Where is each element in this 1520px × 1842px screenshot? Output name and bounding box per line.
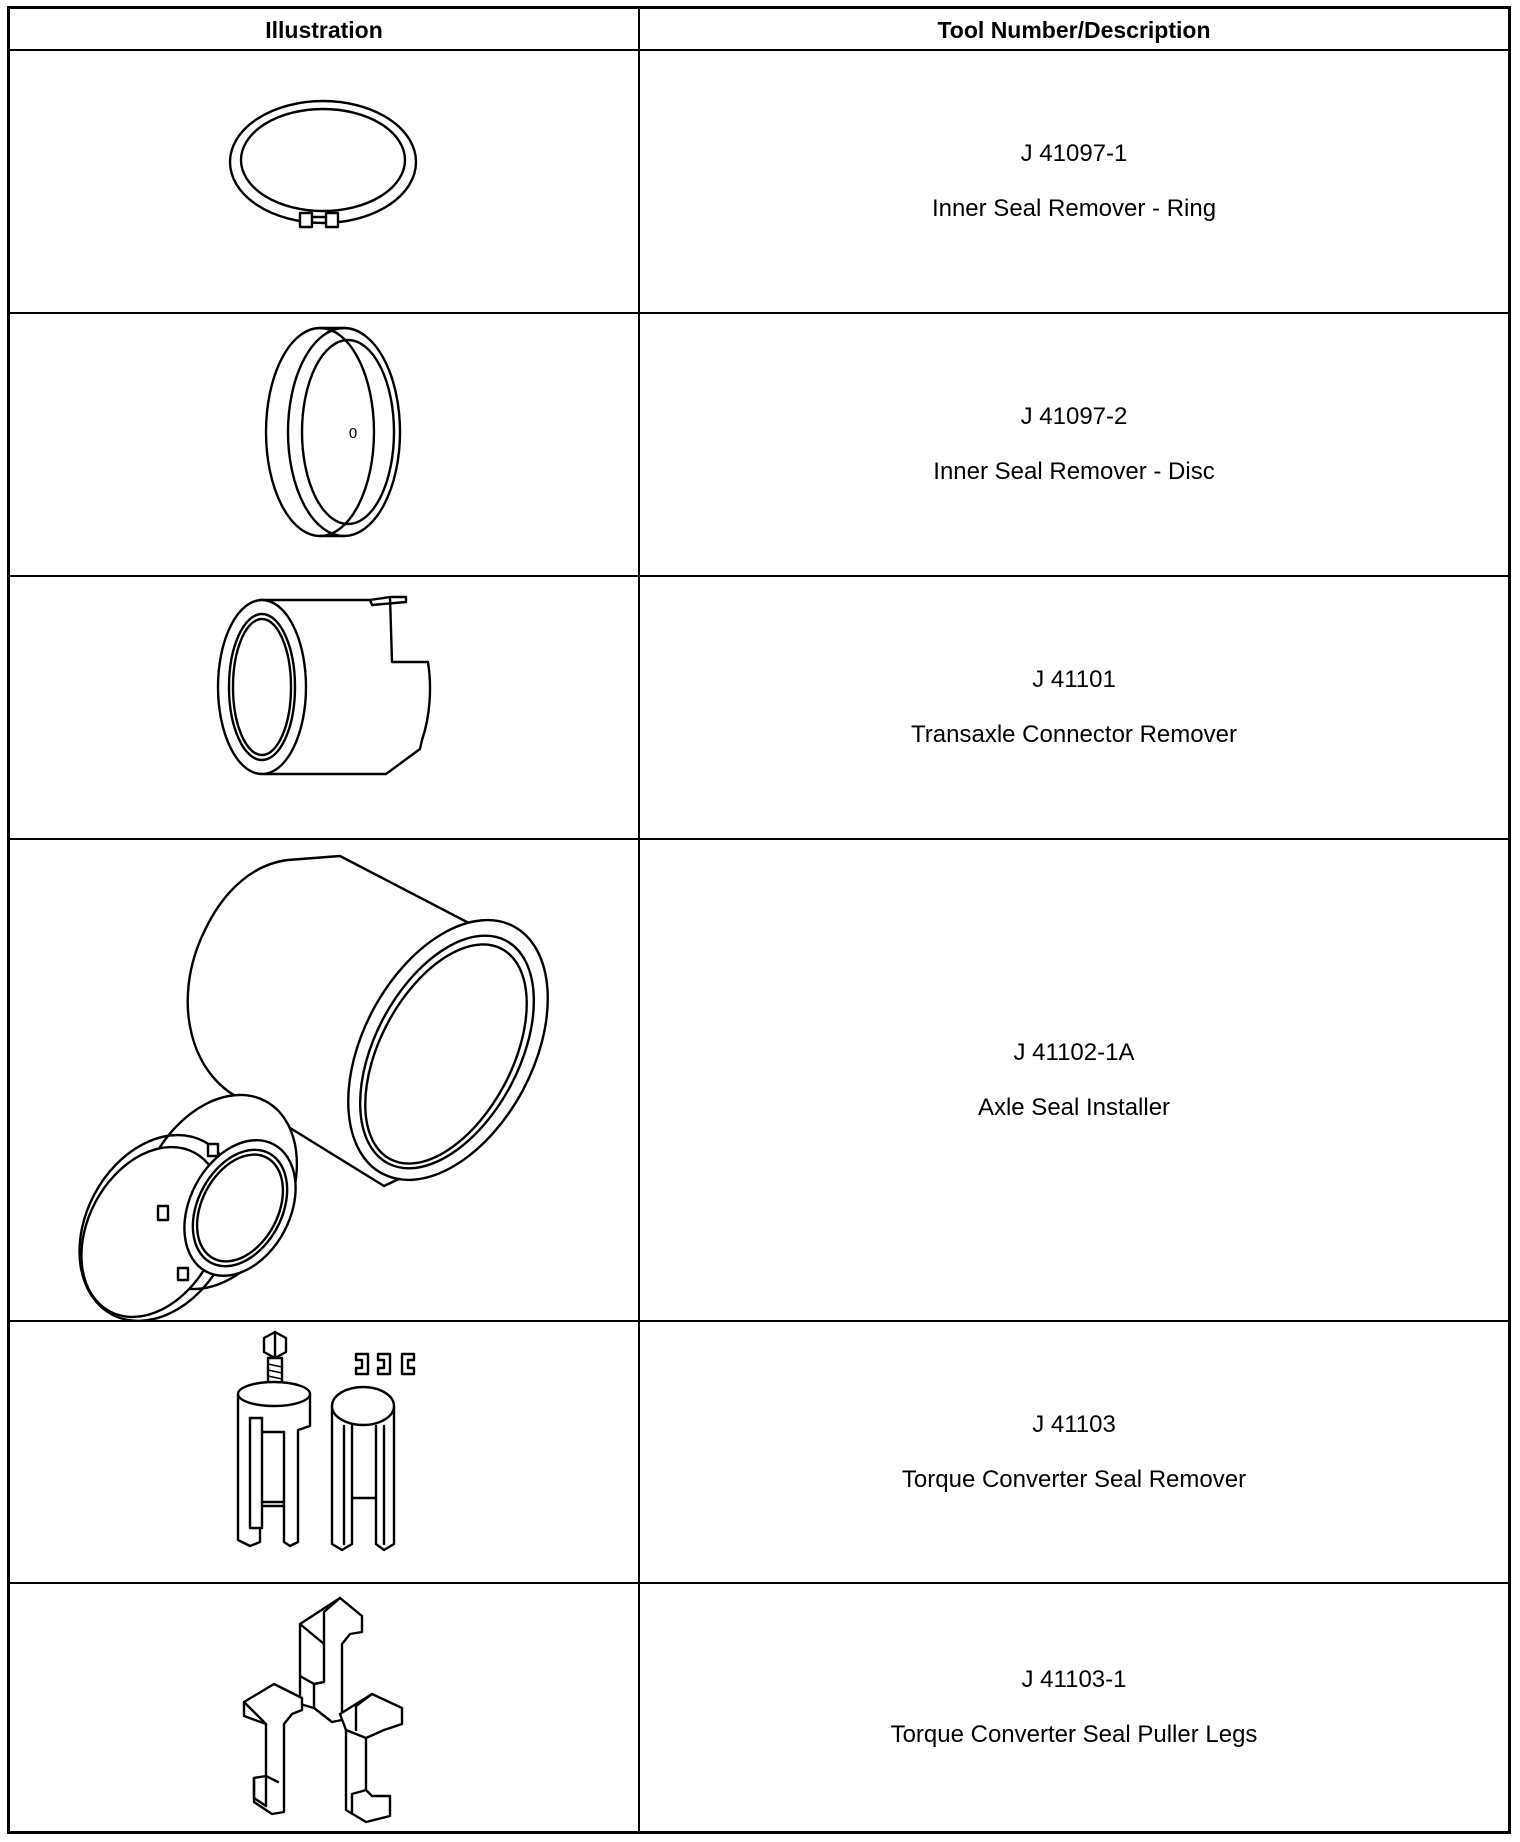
- tool-description: Torque Converter Seal Remover: [901, 1465, 1247, 1493]
- header-tool-number-description: Tool Number/Description: [937, 17, 1211, 43]
- disc-mark: 0: [348, 425, 358, 442]
- illustration-cell: [10, 51, 638, 312]
- tool-number: J 41101: [1032, 666, 1116, 693]
- tool-description: Inner Seal Remover - Ring: [931, 195, 1217, 222]
- tool-number: J 41097-1: [1020, 140, 1128, 167]
- table-row: [10, 840, 1508, 1320]
- snap-ring-icon: [10, 51, 638, 312]
- illustration-cell: [10, 577, 638, 838]
- description-cell: [640, 1584, 1508, 1831]
- illustration-cell: [10, 314, 638, 575]
- illustration-cell: [10, 1584, 638, 1831]
- tool-number: J 41102-1A: [1013, 1038, 1135, 1066]
- table-row: [10, 51, 1508, 312]
- table-row: [10, 577, 1508, 838]
- table-row: [10, 1322, 1508, 1582]
- table-row: [10, 1584, 1508, 1831]
- connector-remover-sleeve-icon: [10, 577, 638, 838]
- header-illustration: Illustration: [265, 17, 383, 43]
- tool-table: [7, 6, 1511, 1834]
- table-row: [10, 314, 1508, 575]
- description-cell: [640, 1322, 1508, 1582]
- description-cell: [640, 577, 1508, 838]
- seal-remover-puller-icon: [10, 1322, 638, 1582]
- puller-legs-icon: [10, 1584, 638, 1831]
- tool-description: Axle Seal Installer: [977, 1093, 1171, 1121]
- description-cell: [640, 314, 1508, 575]
- illustration-cell: [10, 1322, 638, 1582]
- tool-number: J 41103-1: [1021, 1666, 1127, 1693]
- tool-description: Torque Converter Seal Puller Legs: [890, 1721, 1258, 1748]
- axle-seal-installer-icon: [10, 840, 638, 1320]
- description-cell: [640, 51, 1508, 312]
- tool-description: Inner Seal Remover - Disc: [933, 458, 1215, 485]
- tool-number: J 41103: [1032, 1410, 1116, 1438]
- illustration-cell: [10, 840, 638, 1320]
- tool-description: Transaxle Connector Remover: [911, 721, 1237, 748]
- tool-number: J 41097-2: [1020, 403, 1128, 430]
- seal-disc-icon: [10, 314, 638, 575]
- description-cell: [640, 840, 1508, 1320]
